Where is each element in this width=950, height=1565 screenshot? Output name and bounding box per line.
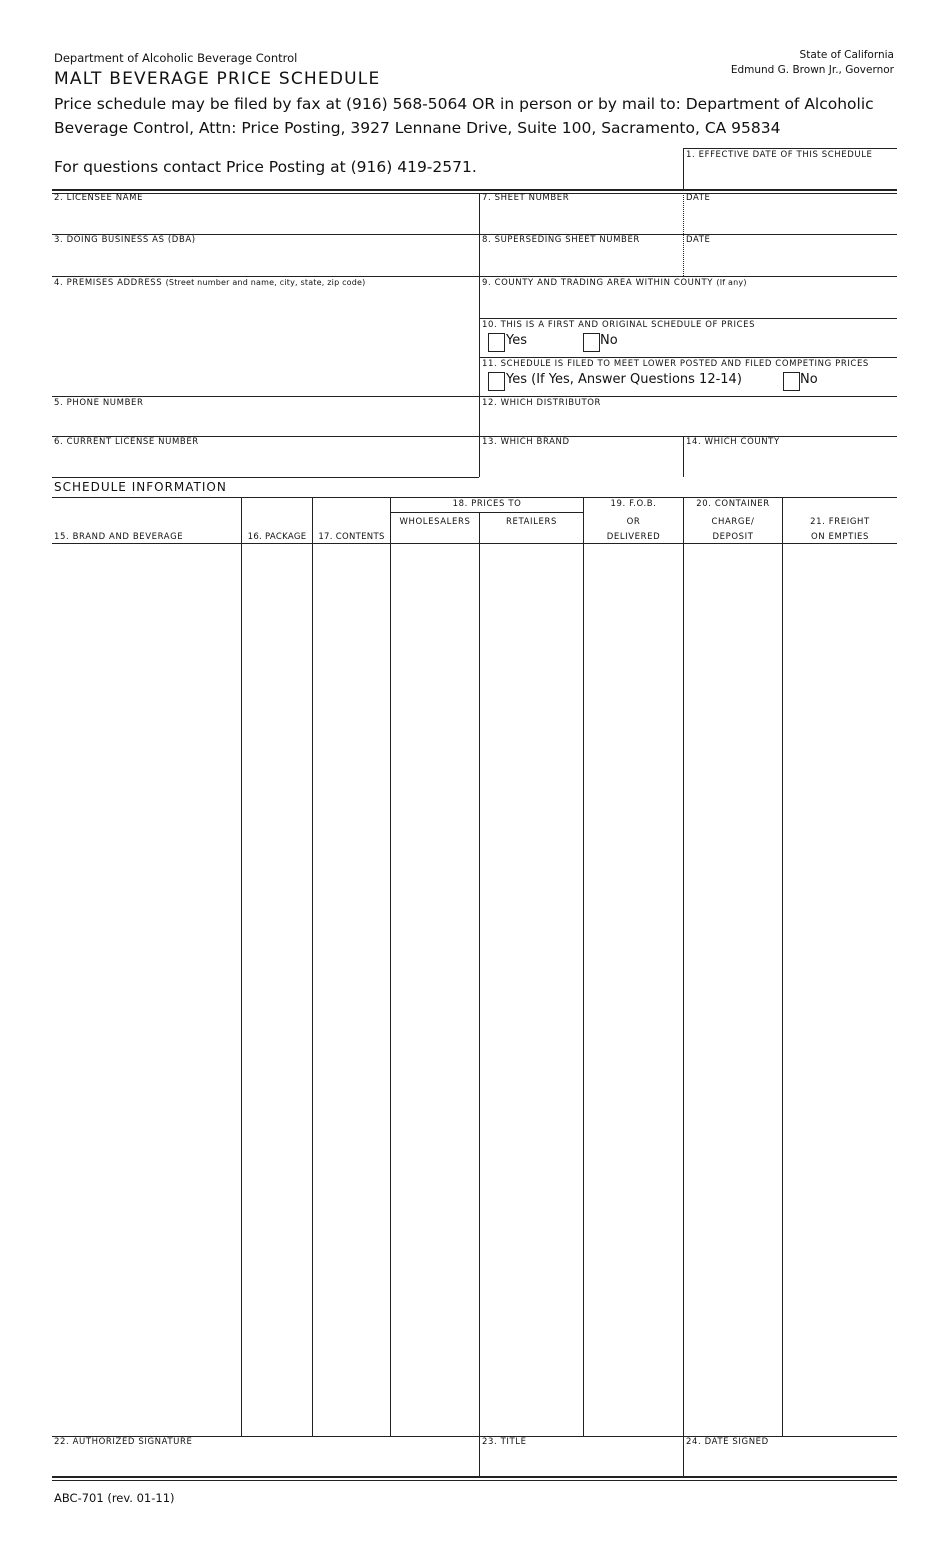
dba-label: 3. DOING BUSINESS AS (DBA)	[54, 235, 196, 245]
date-signed-field[interactable]	[685, 1450, 895, 1475]
which-distributor-field[interactable]	[481, 411, 895, 434]
col-wholesalers-header: WHOLESALERS	[399, 517, 471, 527]
filing-instructions-line-1: Price schedule may be filed by fax at (916) 568-5064 OR in person or by mail to: Department of Alcoholic	[54, 95, 874, 113]
sheet-number-field[interactable]	[481, 206, 681, 232]
title-field[interactable]	[481, 1450, 681, 1475]
first-original-yes-checkbox[interactable]	[488, 333, 505, 352]
department-name: Department of Alcoholic Beverage Control	[54, 51, 298, 65]
effective-date-label: 1. EFFECTIVE DATE OF THIS SCHEDULE	[686, 150, 873, 160]
authorized-signature-label: 22. AUTHORIZED SIGNATURE	[54, 1437, 193, 1447]
filing-instructions-line-2: Beverage Control, Attn: Price Posting, 3927 Lennane Drive, Suite 100, Sacramento, CA 95834	[54, 119, 781, 137]
authorized-signature-field[interactable]	[53, 1450, 477, 1475]
questions-contact: For questions contact Price Posting at (916) 419-2571.	[54, 158, 477, 176]
schedule-entry-area[interactable]	[52, 544, 897, 1435]
date-label-2: DATE	[686, 235, 711, 245]
first-original-no-label: No	[600, 333, 618, 348]
col-container-header-1: 20. CONTAINER	[696, 499, 770, 509]
title-label: 23. TITLE	[482, 1437, 527, 1447]
which-distributor-label: 12. WHICH DISTRIBUTOR	[482, 398, 602, 408]
premises-address-label	[54, 278, 366, 288]
state-name: State of California	[799, 49, 894, 61]
licensee-name-label: 2. LICENSEE NAME	[54, 193, 144, 203]
form-number: ABC-701 (rev. 01-11)	[54, 1491, 175, 1505]
lower-posted-yes-checkbox[interactable]	[488, 372, 505, 391]
first-original-yes-label: Yes	[506, 333, 527, 348]
which-brand-label: 13. WHICH BRAND	[482, 437, 570, 447]
premises-address-note: (Street number and name, city, state, zip code)	[165, 278, 366, 287]
col-package-header: 16. PACKAGE	[247, 532, 307, 542]
premises-address-text: 4. PREMISES ADDRESS	[54, 278, 163, 288]
county-trading-note: (If any)	[716, 278, 747, 287]
col-fob-header-1: 19. F.O.B.	[610, 499, 657, 509]
col-contents-header: 17. CONTENTS	[318, 532, 385, 542]
dba-field[interactable]	[53, 248, 477, 274]
sheet-date-field[interactable]	[685, 206, 895, 232]
county-trading-field[interactable]	[481, 291, 895, 316]
col-freight-header-1: 21. FREIGHT	[810, 517, 870, 527]
governor-name: Edmund G. Brown Jr., Governor	[730, 64, 894, 76]
superseding-date-field[interactable]	[685, 248, 895, 274]
date-signed-label: 24. DATE SIGNED	[686, 1437, 769, 1447]
effective-date-field[interactable]	[684, 162, 896, 186]
premises-address-field[interactable]	[53, 291, 477, 394]
which-brand-field[interactable]	[481, 450, 681, 475]
col-container-header-3: DEPOSIT	[712, 532, 754, 542]
col-fob-header-2: OR	[626, 517, 641, 527]
lower-posted-label: 11. SCHEDULE IS FILED TO MEET LOWER POSTED AND FILED COMPETING PRICES	[482, 359, 869, 369]
license-number-label: 6. CURRENT LICENSE NUMBER	[54, 437, 199, 447]
lower-posted-yes-label: Yes (If Yes, Answer Questions 12-14)	[506, 372, 742, 387]
col-container-header-2: CHARGE/	[711, 517, 755, 527]
county-trading-label	[482, 278, 747, 288]
form-title: MALT BEVERAGE PRICE SCHEDULE	[54, 69, 381, 89]
first-original-no-checkbox[interactable]	[583, 333, 600, 352]
phone-number-label: 5. PHONE NUMBER	[54, 398, 144, 408]
licensee-name-field[interactable]	[53, 206, 477, 232]
col-freight-header-2: ON EMPTIES	[810, 532, 870, 542]
which-county-field[interactable]	[685, 450, 895, 475]
first-original-label: 10. THIS IS A FIRST AND ORIGINAL SCHEDULE OF PRICES	[482, 320, 756, 330]
superseding-sheet-label: 8. SUPERSEDING SHEET NUMBER	[482, 235, 640, 245]
superseding-sheet-field[interactable]	[481, 248, 681, 274]
col-brand-header: 15. BRAND AND BEVERAGE	[54, 532, 184, 542]
county-trading-text: 9. COUNTY AND TRADING AREA WITHIN COUNTY	[482, 278, 714, 288]
which-county-label: 14. WHICH COUNTY	[686, 437, 780, 447]
phone-number-field[interactable]	[53, 411, 477, 434]
col-fob-header-3: DELIVERED	[606, 532, 661, 542]
date-label-1: DATE	[686, 193, 711, 203]
col-prices-to-header: 18. PRICES TO	[452, 499, 522, 509]
lower-posted-no-checkbox[interactable]	[783, 372, 800, 391]
col-retailers-header: RETAILERS	[506, 517, 557, 527]
license-number-field[interactable]	[53, 450, 477, 475]
schedule-heading: SCHEDULE INFORMATION	[54, 480, 227, 494]
lower-posted-no-label: No	[800, 372, 818, 387]
sheet-number-label: 7. SHEET NUMBER	[482, 193, 570, 203]
